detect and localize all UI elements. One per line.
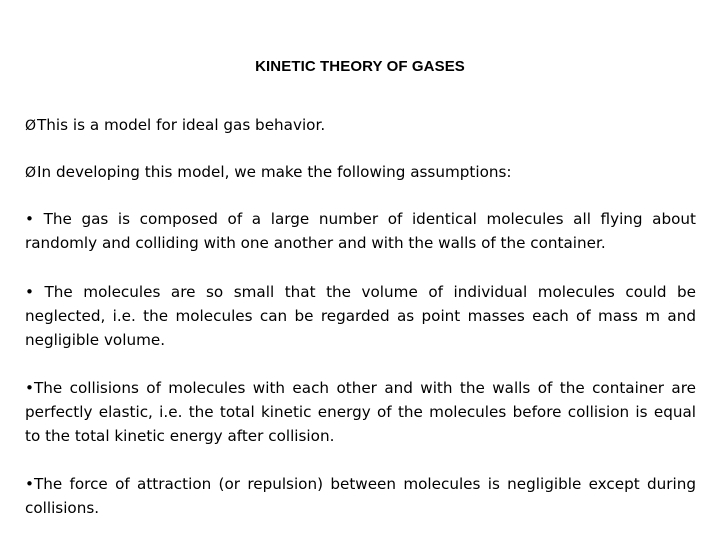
arrow-point-text: In developing this model, we make the following assumptions: (37, 163, 512, 181)
arrow-point-model (25, 113, 696, 138)
bullet-text: The molecules are so small that the volume of individual molecules could be neglected, i.e. the molecules can be regarded as point masses each of mass m and negligible volume. (25, 283, 696, 349)
bullet-point-masses (25, 280, 696, 352)
arrow-bullet-icon: Ø (25, 165, 37, 181)
bullet-icon: • (25, 283, 34, 301)
bullet-identical-molecules (25, 207, 696, 255)
arrow-point-assumptions (25, 160, 696, 185)
bullet-icon: • (25, 210, 34, 228)
arrow-bullet-icon: Ø (25, 118, 37, 134)
bullet-elastic-collisions (25, 376, 696, 448)
bullet-negligible-force (25, 472, 696, 520)
arrow-point-text: This is a model for ideal gas behavior. (37, 116, 326, 134)
bullet-icon: • (25, 379, 34, 397)
bullet-text: The collisions of molecules with each other and with the walls of the container are perfectly elastic, i.e. the total kinetic energy of the molecules before collision is equal to the total kinetic energy after collision. (25, 379, 696, 445)
bullet-text: The gas is composed of a large number of identical molecules all flying about randomly and colliding with one another and with the walls of the container. (25, 210, 697, 252)
bullet-icon: • (25, 475, 34, 493)
slide-title: KINETIC THEORY OF GASES (255, 58, 465, 75)
bullet-text: The force of attraction (or repulsion) between molecules is negligible except during collisions. (25, 475, 696, 517)
